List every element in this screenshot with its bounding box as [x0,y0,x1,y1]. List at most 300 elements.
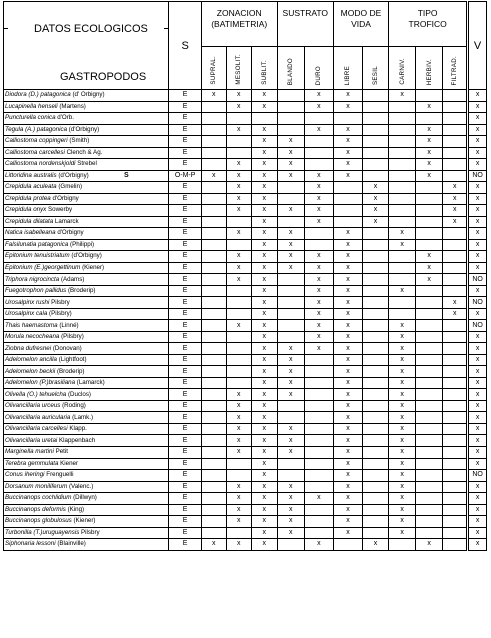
s-cell: E [169,251,201,263]
subcolumn-header [304,47,333,90]
attribute-cell [443,423,468,435]
attribute-cell [304,377,333,389]
species-name: Buccinanops globulosus [5,517,72,525]
attribute-cell [389,113,416,125]
attribute-cell [363,170,389,182]
species-name: Triphora nigrocincta [5,275,60,283]
species-author: Strebel [77,160,97,168]
attribute-cell: x [389,90,416,102]
species-name: Falsilunatia patagonica [5,240,69,248]
attribute-cell [416,285,443,297]
attribute-cell: x [443,193,468,205]
attribute-cell [443,539,468,551]
attribute-cell [277,101,304,113]
attribute-cell [304,527,333,539]
species-name-cell [4,297,169,309]
species-author: (Broderip) [67,287,96,295]
species-name-cell [4,331,169,343]
attribute-cell: x [304,493,333,505]
attribute-cell: x [277,228,304,240]
attribute-cell [226,239,251,251]
attribute-cell: x [251,216,277,228]
species-name: Fuegotrophon pallidus [5,287,67,295]
attribute-cell [363,343,389,355]
attribute-cell [226,147,251,159]
v-cell: x [468,493,487,505]
v-cell: x [468,308,487,320]
attribute-cell: x [333,297,362,309]
table-row [4,90,487,102]
v-cell: x [468,124,487,136]
attribute-cell [416,320,443,332]
attribute-cell: x [416,251,443,263]
s-cell: O-M-P [169,170,201,182]
s-cell: E [169,90,201,102]
attribute-cell: x [416,124,443,136]
attribute-cell [416,504,443,516]
s-cell: E [169,412,201,424]
attribute-cell: x [251,205,277,217]
attribute-cell [277,182,304,194]
species-author: (Pilsbry) [61,333,84,341]
s-cell: E [169,423,201,435]
attribute-cell: x [277,389,304,401]
v-cell: x [468,504,487,516]
v-cell: x [468,539,487,551]
attribute-cell [333,539,362,551]
s-cell: E [169,285,201,297]
species-name: Calliostoma carcellesi [5,148,65,156]
table-row [4,136,487,148]
table-row [4,389,487,401]
group-modo-de-vida [333,2,388,47]
v-cell: x [468,377,487,389]
species-name: Olivancillaria auricularia [5,413,71,421]
attribute-cell: x [389,366,416,378]
attribute-cell [277,285,304,297]
attribute-cell: x [226,516,251,528]
species-name-cell [4,504,169,516]
attribute-cell: x [333,516,362,528]
s-cell: E [169,389,201,401]
attribute-cell: x [333,308,362,320]
attribute-cell: x [304,285,333,297]
species-name: Puncturella conica [5,114,56,122]
attribute-cell [201,446,226,458]
attribute-cell: x [251,308,277,320]
attribute-cell [201,262,226,274]
v-cell: x [468,343,487,355]
attribute-cell: x [333,423,362,435]
species-name: Buccinanops deformis [5,505,66,513]
s-cell: E [169,205,201,217]
v-cell: x [468,527,487,539]
species-name: Olivancillaria uretai [5,436,58,444]
attribute-cell: x [333,320,362,332]
attribute-cell: x [389,389,416,401]
v-cell: x [468,458,487,470]
species-name: Crepidula protea [5,194,51,202]
attribute-cell: x [389,446,416,458]
attribute-cell [304,239,333,251]
attribute-cell: x [277,423,304,435]
header-row-groups [4,2,487,47]
table-row [4,228,487,240]
attribute-cell: x [277,446,304,458]
attribute-cell: x [389,504,416,516]
attribute-cell [304,354,333,366]
species-name-cell [4,274,169,286]
attribute-cell [201,504,226,516]
species-author: Lamarck [54,217,79,225]
attribute-cell: x [333,412,362,424]
species-name-cell [4,285,169,297]
species-author: (d'Orbigny) [68,125,100,133]
s-cell: E [169,458,201,470]
species-author: (Smith) [69,137,90,145]
attribute-cell: x [389,423,416,435]
species-name: Adelomelon ancilla [5,356,57,364]
species-name-cell [4,423,169,435]
attribute-cell [201,458,226,470]
species-name-cell [4,470,169,482]
group-label-line: MODO DE [340,8,382,18]
attribute-cell: x [277,147,304,159]
attribute-cell [277,193,304,205]
species-author: Pilsbry [81,528,100,536]
attribute-cell: x [304,182,333,194]
attribute-cell: x [389,320,416,332]
species-author: d'Orbigny [52,194,79,202]
s-cell: E [169,193,201,205]
attribute-cell: x [304,90,333,102]
attribute-cell [226,470,251,482]
attribute-cell: x [389,481,416,493]
attribute-cell [304,446,333,458]
species-author: (d'Orbigny) [58,171,89,179]
attribute-cell [389,182,416,194]
s-cell: E [169,343,201,355]
attribute-cell [443,124,468,136]
attribute-cell [443,481,468,493]
species-name: Calliostoma nordenskjoldi [5,160,76,168]
attribute-cell [443,400,468,412]
attribute-cell [416,377,443,389]
table-row [4,147,487,159]
species-name: Epitonium tenuistriatum [5,252,70,260]
v-cell: x [468,216,487,228]
attribute-cell [251,113,277,125]
attribute-cell: x [277,366,304,378]
attribute-cell [201,113,226,125]
species-author: (Valenc.) [68,482,94,490]
attribute-cell: x [277,493,304,505]
species-name-cell [4,446,169,458]
v-cell: x [468,239,487,251]
attribute-cell: x [304,216,333,228]
subcolumn-label: FILTRAD. [451,55,459,85]
v-column-header: V [468,2,487,90]
attribute-cell: x [333,366,362,378]
attribute-cell [277,216,304,228]
attribute-cell: x [251,90,277,102]
attribute-cell: x [226,423,251,435]
table-row [4,435,487,447]
species-name-cell [4,205,169,217]
attribute-cell [304,389,333,401]
attribute-cell [363,400,389,412]
attribute-cell: x [201,90,226,102]
attribute-cell: x [277,435,304,447]
attribute-cell: x [277,504,304,516]
table-row [4,377,487,389]
attribute-cell: x [251,101,277,113]
attribute-cell [226,297,251,309]
table-row [4,470,487,482]
attribute-cell [443,493,468,505]
attribute-cell: x [304,262,333,274]
attribute-cell: x [226,493,251,505]
attribute-cell: x [226,435,251,447]
species-name-cell [4,147,169,159]
attribute-cell [363,504,389,516]
attribute-cell [416,343,443,355]
s-cell: E [169,331,201,343]
attribute-cell: x [389,400,416,412]
attribute-cell [389,136,416,148]
attribute-cell: x [363,182,389,194]
attribute-cell: x [304,343,333,355]
attribute-cell: x [333,354,362,366]
group-zonacion [201,2,277,47]
v-cell: x [468,159,487,171]
subcolumn-label: SUBLIT. [260,60,268,85]
group-tipo-trofico [389,2,468,47]
v-cell: x [468,205,487,217]
species-name: Diodora (D.) patagonica [5,91,71,99]
species-author: Petit [55,448,68,456]
attribute-cell [201,343,226,355]
attribute-cell: x [251,493,277,505]
group-sustrato [277,2,333,47]
attribute-cell: x [251,193,277,205]
attribute-cell: x [333,101,362,113]
attribute-cell [226,216,251,228]
title-dash-left [4,28,8,29]
attribute-cell [443,470,468,482]
table-row [4,446,487,458]
attribute-cell [277,539,304,551]
attribute-cell [201,389,226,401]
species-author: (Kiener) [73,517,96,525]
attribute-cell [363,124,389,136]
attribute-cell: x [277,377,304,389]
attribute-cell [416,205,443,217]
table-row [4,216,487,228]
attribute-cell [443,412,468,424]
subcolumn-header [363,47,389,90]
attribute-cell [304,435,333,447]
species-name-cell [4,377,169,389]
attribute-cell [201,527,226,539]
species-author: (Blainville) [57,540,86,548]
attribute-cell [443,343,468,355]
attribute-cell: x [251,297,277,309]
attribute-cell [304,458,333,470]
attribute-cell [443,516,468,528]
v-cell: NO [468,470,487,482]
subcolumn-label: SESIL [372,65,380,85]
table-row [4,539,487,551]
attribute-cell [443,159,468,171]
s-cell: E [169,446,201,458]
attribute-cell [201,366,226,378]
attribute-cell: x [304,170,333,182]
attribute-cell: x [226,90,251,102]
attribute-cell [363,516,389,528]
attribute-cell: x [277,354,304,366]
s-cell: E [169,182,201,194]
species-author: Klapp. [69,425,87,433]
attribute-cell: x [277,251,304,263]
species-name: Conus iheringi [5,471,45,479]
attribute-cell [443,228,468,240]
s-cell: E [169,377,201,389]
table-row [4,274,487,286]
group-label-line: TROFICO [408,19,447,29]
s-cell: E [169,320,201,332]
table-row [4,354,487,366]
attribute-cell [201,493,226,505]
species-name-cell [4,343,169,355]
species-author: Frenguelli [46,471,74,479]
s-cell: E [169,228,201,240]
attribute-cell: x [226,446,251,458]
s-cell: E [169,354,201,366]
attribute-cell [304,470,333,482]
species-author: (d' Orbigny) [72,91,105,99]
group-label-line: VIDA [351,19,371,29]
species-name: Olivancillaria carcellesi [5,425,68,433]
species-name: Terebra gemmulata [5,459,59,467]
attribute-cell: x [333,481,362,493]
attribute-cell [363,435,389,447]
attribute-cell: x [443,182,468,194]
attribute-cell: x [416,539,443,551]
species-name-cell [4,113,169,125]
table-row [4,205,487,217]
subcolumn-header [443,47,468,90]
species-author: (Pilsbry) [49,310,72,318]
table-row [4,124,487,136]
attribute-cell: x [304,274,333,286]
species-name: Ziobna dufresnei [5,344,52,352]
attribute-cell: x [251,285,277,297]
attribute-cell: x [333,458,362,470]
attribute-cell: x [416,159,443,171]
v-cell: x [468,251,487,263]
attribute-cell [304,366,333,378]
attribute-cell [201,147,226,159]
attribute-cell: x [389,412,416,424]
attribute-cell: x [333,90,362,102]
attribute-cell: x [277,136,304,148]
attribute-cell: x [251,343,277,355]
attribute-cell: x [226,159,251,171]
s-cell: E [169,504,201,516]
attribute-cell: x [201,539,226,551]
attribute-cell: x [251,435,277,447]
attribute-cell [201,159,226,171]
table-row [4,343,487,355]
species-author: (Kiener) [82,263,105,271]
attribute-cell [277,90,304,102]
attribute-cell [304,147,333,159]
v-cell: x [468,331,487,343]
attribute-cell: x [226,400,251,412]
attribute-cell: x [389,435,416,447]
attribute-cell: x [416,170,443,182]
attribute-cell [201,274,226,286]
attribute-cell [277,124,304,136]
attribute-cell [416,446,443,458]
attribute-cell: x [416,274,443,286]
table-row [4,423,487,435]
table-row [4,412,487,424]
table-row [4,170,487,182]
attribute-cell [201,481,226,493]
species-author: (Lamk.) [72,413,94,421]
table-row [4,297,487,309]
attribute-cell [201,308,226,320]
attribute-cell [363,262,389,274]
attribute-cell [201,182,226,194]
attribute-cell [333,193,362,205]
attribute-cell: x [416,147,443,159]
attribute-cell [226,354,251,366]
attribute-cell [389,251,416,263]
attribute-cell [333,113,362,125]
attribute-cell [201,101,226,113]
subcolumn-header [277,47,304,90]
species-author: (Broderip) [56,367,85,375]
group-label-line: ZONACION [216,8,262,18]
species-name-cell [4,216,169,228]
table-row [4,239,487,251]
attribute-cell: x [333,389,362,401]
attribute-cell [363,274,389,286]
attribute-cell [443,527,468,539]
attribute-cell [363,251,389,263]
attribute-cell [333,182,362,194]
attribute-cell [363,493,389,505]
attribute-cell [201,239,226,251]
attribute-cell: x [251,239,277,251]
species-name-cell [4,481,169,493]
attribute-cell [389,274,416,286]
attribute-cell: x [304,124,333,136]
attribute-cell: x [251,470,277,482]
s-cell: E [169,435,201,447]
species-name-cell [4,90,169,102]
attribute-cell: x [443,216,468,228]
attribute-cell: x [277,170,304,182]
attribute-cell [201,216,226,228]
species-name-cell [4,182,169,194]
attribute-cell [226,458,251,470]
species-name: Calliostoma coppingeri [5,137,68,145]
attribute-cell: x [226,228,251,240]
